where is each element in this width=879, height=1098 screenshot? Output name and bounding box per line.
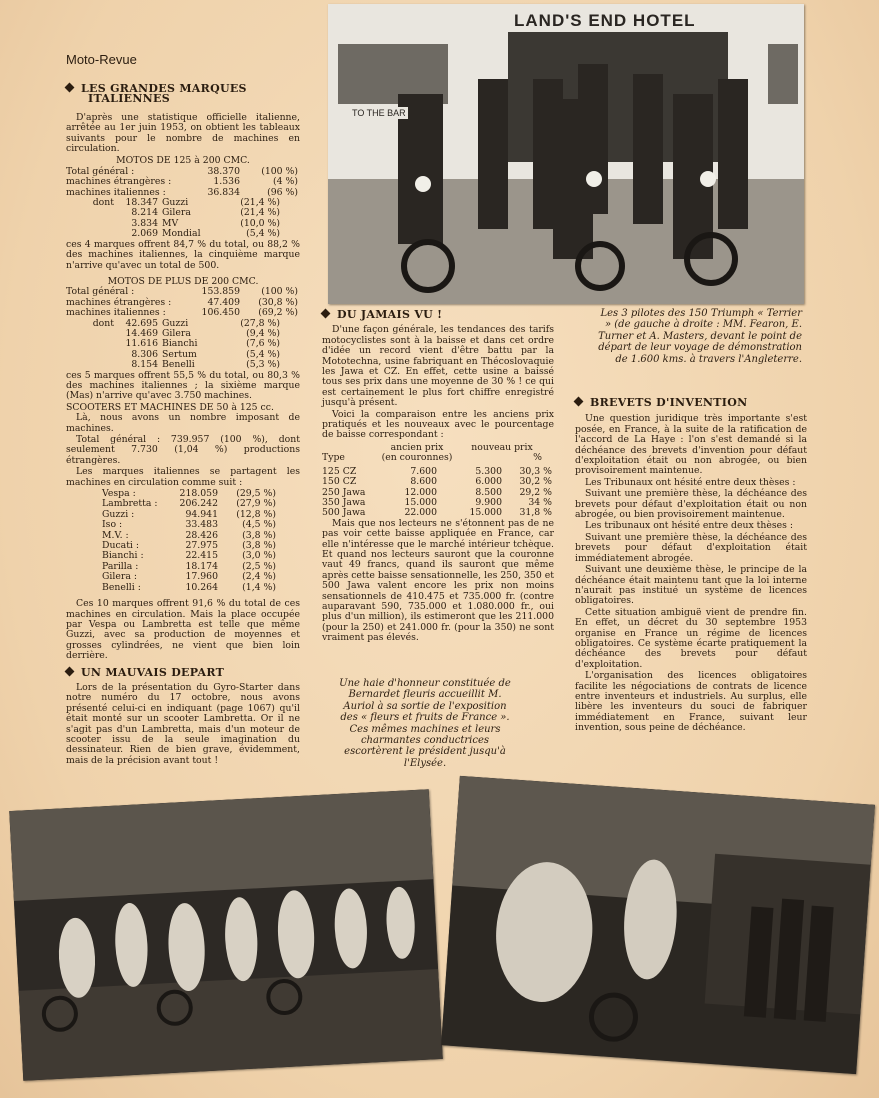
col-type-header: Type xyxy=(322,452,345,464)
row-old-price: 7.600 xyxy=(410,465,437,477)
row-brand: Gilera : xyxy=(102,571,137,583)
row-value: 18.347 xyxy=(125,197,158,209)
row-old-price: 15.000 xyxy=(404,496,437,508)
italian-heading-text-2: ITALIENNES xyxy=(88,92,170,106)
diamond-bullet-icon xyxy=(65,666,75,676)
triumph-riders-photo xyxy=(328,4,804,304)
brevets-paragraph: Suivant une première thèse, la déchéance des brevets pour défaut d'exploitation était immédiatement abrogée. xyxy=(575,531,807,564)
row-value: 42.695 xyxy=(125,317,158,329)
row-new-price: 8.500 xyxy=(475,486,502,498)
total-row xyxy=(66,308,300,318)
row-value: 33.483 xyxy=(185,519,218,531)
row-pct: (2,4 %) xyxy=(242,571,276,583)
brevets-paragraph: Une question juridique très importante s'est posée, en France, à la suite de la ratification de l'accord de La Haye : l'on s'est demandé si la déchéance des brevets d'invention pour défaut d'exploitation était ou non abrogée, ou bien provisoirement maintenue. xyxy=(575,413,807,477)
right-column xyxy=(575,398,807,735)
row-pct: (2,5 %) xyxy=(242,560,276,572)
row-label: machines étrangères : xyxy=(66,296,172,308)
row-brand: Benelli : xyxy=(102,581,141,593)
table1-title: MOTOS DE 125 à 200 CMC. xyxy=(116,155,250,167)
table3-p3: Les marques italiennes se partagent les machines en circulation comme suit : xyxy=(66,466,300,488)
table2-rows xyxy=(66,287,300,318)
row-value: 14.469 xyxy=(125,327,158,339)
mauvais-text: Lors de la présentation du Gyro-Starter dans notre numéro du 17 octobre, nous avons présenté celui-ci en indiquant (page 1067) qu'il était monté sur un scooter Lambretta. Or il ne s'agit pas d'un Lambretta, mais d'un moteur de scooter issu de la seule imagination du dessinateur. Rien de bien grave, évidemment, mais de la précision avant tout ! xyxy=(66,681,300,766)
row-pct: (3,8 %) xyxy=(242,540,276,552)
table3-p1: Là, nous avons un nombre imposant de machines. xyxy=(66,412,300,434)
row-pct: (96 %) xyxy=(267,186,298,198)
table2-title: MOTOS DE PLUS DE 200 CMC. xyxy=(107,275,259,287)
table1-rows xyxy=(66,167,300,198)
photo-illustration xyxy=(9,789,443,1081)
brevets-paragraph: Cette situation ambiguë vient de prendre fin. En effet, un décret du 30 septembre 1953 organise en France un régime de licences obligatoires. Ce système écarte pratiquement la déchéance des brevets pour défaut d'exploitation. xyxy=(575,606,807,670)
table2-brands xyxy=(66,319,300,371)
row-value: 106.450 xyxy=(201,307,240,319)
row-value: 36.834 xyxy=(207,186,240,198)
row-prefix xyxy=(66,350,118,360)
flower-parade-photo-right xyxy=(441,776,875,1074)
jamais-p3: Mais que nos lecteurs ne s'étonnent pas de ne pas voir cette baisse appliquée en France, car elle n'intéresse que le marché intérieur tchèque. Et quand nos lecteurs sauront que la couronne vaut 49 francs, quand ils sauront que même après cette baisse sensationnelle, les 250, 350 et 500 Jawa valent encore les prix non moins sensationnels de 410.475 et 735.000 fr. (contre auparavant 590, 735.000 et 1.080.000 fr., oui plus d'un million), ils estimeront que les 211.000 (pour la 250) et 241.000 fr. (pour la 350) ne sont vraiment pas élevés. xyxy=(322,517,554,644)
row-type: 500 Jawa xyxy=(322,507,366,519)
row-pct: (5,4 %) xyxy=(246,348,280,360)
table3-brands xyxy=(66,489,300,593)
row-value: 153.859 xyxy=(201,286,240,298)
row-prefix xyxy=(66,339,118,349)
row-pct: (5,4 %) xyxy=(246,228,280,240)
row-new-price: 5.300 xyxy=(475,465,502,477)
row-pct: (69,2 %) xyxy=(258,307,298,319)
row-old-price: 22.000 xyxy=(404,507,437,519)
row-pct: (21,4 %) xyxy=(240,197,280,209)
italian-intro: D'après une statistique officielle italienne, arrêtée au 1er juin 1953, on obtient les tableaux suivants pour le nombre de machines en circulation. xyxy=(66,111,300,155)
row-prefix xyxy=(66,219,118,229)
row-new-price: 6.000 xyxy=(475,476,502,488)
row-label: Total général : xyxy=(66,286,135,298)
row-brand: M.V. : xyxy=(102,529,129,541)
price-table xyxy=(322,443,554,519)
row-pct: (27,9 %) xyxy=(236,498,276,510)
row-value: 3.834 xyxy=(131,217,158,229)
row-value: 28.426 xyxy=(185,529,218,541)
row-old-price: 8.600 xyxy=(410,476,437,488)
row-brand: Gilera xyxy=(162,327,191,339)
row-value: 22.415 xyxy=(185,550,218,562)
row-brand: Benelli xyxy=(162,359,195,371)
row-brand: Vespa : xyxy=(102,488,136,500)
col-old-sub-header: (en couronnes) xyxy=(381,452,453,464)
auriol-caption: Une haie d'honneur constituée de Bernardet fleuris accueillit M. Auriol à sa sortie de l'exposition des « fleurs et fruits de France ». Ces mêmes machines et leurs charmantes conductrices escortèrent le président jusqu'à l'Elysée. xyxy=(339,678,511,769)
brevets-paragraph: Suivant une deuxième thèse, le principe de la déchéance était maintenu tant que la loi interne n'aurait pas institué un système de licences obligatoires. xyxy=(575,564,807,607)
brand-row xyxy=(66,360,300,370)
row-brand: Mondial xyxy=(162,228,201,240)
row-old-price: 12.000 xyxy=(404,486,437,498)
diamond-bullet-icon xyxy=(321,309,331,319)
table3-title: SCOOTERS ET MACHINES DE 50 à 125 cc. xyxy=(66,401,274,413)
row-brand: Gilera xyxy=(162,207,191,219)
row-pct: (4,5 %) xyxy=(242,519,276,531)
col-old-header: ancien prix xyxy=(390,441,444,453)
row-pct: (9,4 %) xyxy=(246,327,280,339)
row-prefix xyxy=(66,360,118,370)
left-column xyxy=(66,84,300,767)
row-pct: (3,8 %) xyxy=(242,529,276,541)
row-brand: Guzzi xyxy=(162,317,189,329)
row-new-price: 9.900 xyxy=(475,496,502,508)
row-pct: (10,0 %) xyxy=(240,217,280,229)
row-prefix xyxy=(66,329,118,339)
bar-sign: TO THE BAR xyxy=(352,108,406,118)
diamond-bullet-icon xyxy=(65,83,75,93)
brevets-heading-text: BREVETS D'INVENTION xyxy=(590,396,748,409)
flower-parade-photo-left xyxy=(9,789,443,1081)
photo-illustration xyxy=(441,776,875,1074)
row-prefix xyxy=(66,208,118,218)
row-pct: (1,4 %) xyxy=(242,581,276,593)
row-pct: (12,8 %) xyxy=(236,508,276,520)
row-pct: (100 %) xyxy=(261,165,298,177)
row-brand: Ducati : xyxy=(102,540,139,552)
brevets-heading xyxy=(575,398,807,408)
jamais-p1: D'une façon générale, les tendances des tarifs motocyclistes sont à la baisse et dans cet ordre d'idée un record vient d'être battu par la Mototechna, usine fabriquant en Thécoslovaquie les Jawa et CZ. En effet, cette usine a baissé tous ses prix dans une moyenne de 30 % ! ce qui est certainement le plus fort chiffre enregistré jusqu'à présent. xyxy=(322,324,554,409)
row-brand: MV xyxy=(162,217,179,229)
row-label: machines étrangères : xyxy=(66,176,172,188)
table1-note: ces 4 marques offrent 84,7 % du total, ou 88,2 % des machines italiennes, la cinquième marque n'arrive qu'avec un total de 500. xyxy=(66,238,300,271)
row-label: machines italiennes : xyxy=(66,186,166,198)
row-new-price: 15.000 xyxy=(469,507,502,519)
hotel-sign: LAND'S END HOTEL xyxy=(514,11,696,30)
row-type: 150 CZ xyxy=(322,476,357,488)
brevets-paragraph: Les tribunaux ont hésité entre deux thèses : xyxy=(585,520,794,532)
row-type: 350 Jawa xyxy=(322,496,366,508)
row-value: 27.975 xyxy=(185,540,218,552)
col-pct-header: % xyxy=(533,452,542,464)
italian-heading xyxy=(66,84,300,105)
diamond-bullet-icon xyxy=(574,397,584,407)
table2-note: ces 5 marques offrent 55,5 % du total, ou 80,3 % des machines italiennes ; la sixième marque (Mas) n'arrive qu'avec 3.750 machines. xyxy=(66,369,300,402)
row-pct: (29,5 %) xyxy=(236,488,276,500)
row-value: 18.174 xyxy=(185,560,218,572)
row-value: 38.370 xyxy=(207,165,240,177)
row-pct: (4 %) xyxy=(273,176,298,188)
row-label: machines italiennes : xyxy=(66,307,166,319)
price-table-rows xyxy=(322,467,554,519)
row-brand: Guzzi : xyxy=(102,508,135,520)
row-pct: 30,2 % xyxy=(519,476,552,488)
row-value: 2.069 xyxy=(131,228,158,240)
row-value: 8.306 xyxy=(131,348,158,360)
brevets-paragraph: L'organisation des licences obligatoires facilite les négociations de contrats de licence entre inventeurs et industriels. Au surplus, elle libère les inventeurs du souci de fabriquer immédiatement en France, suivant leur invention, sous peine de déchéance. xyxy=(575,670,807,734)
row-value: 206.242 xyxy=(179,498,218,510)
photo-illustration xyxy=(328,4,804,304)
mauvais-heading xyxy=(66,665,300,679)
middle-column xyxy=(322,310,554,645)
row-value: 8.214 xyxy=(131,207,158,219)
scooter-brand-row xyxy=(66,583,300,593)
brevets-paragraph: Les Tribunaux ont hésité entre deux thèses : xyxy=(585,476,796,488)
row-brand: Bianchi : xyxy=(102,550,144,562)
mauvais-heading-text: UN MAUVAIS DEPART xyxy=(81,665,225,679)
brevets-paragraphs xyxy=(575,414,807,733)
row-value: 8.154 xyxy=(131,359,158,371)
magazine-title: Moto-Revue xyxy=(66,52,137,67)
row-brand: Parilla : xyxy=(102,560,139,572)
triumph-caption: Les 3 pilotes des 150 Triumph « Terrier » (de gauche à droite : MM. Fearon, E. Turner et A. Masters, devant le point de départ de leur voyage de démonstration de 1.600 kms. à travers l'Angleterre. xyxy=(598,308,802,365)
col-new-header: nouveau prix xyxy=(471,441,533,453)
row-brand: Iso : xyxy=(102,519,123,531)
row-value: 47.409 xyxy=(207,296,240,308)
row-value: 11.616 xyxy=(125,338,158,350)
row-brand: Guzzi xyxy=(162,197,189,209)
row-pct: 34 % xyxy=(528,496,552,508)
row-pct: 30,3 % xyxy=(519,465,552,477)
row-pct: (7,6 %) xyxy=(246,338,280,350)
row-value: 1.536 xyxy=(213,176,240,188)
row-label: Total général : xyxy=(66,165,135,177)
row-brand: Lambretta : xyxy=(102,498,158,510)
price-table-header2 xyxy=(322,453,554,463)
row-pct: (27,8 %) xyxy=(240,317,280,329)
row-prefix: dont xyxy=(92,197,114,209)
brevets-paragraph: Suivant une première thèse, la déchéance des brevets pour défaut d'exploitation était ou non abrogée, ou bien provisoirement maintenue. xyxy=(575,488,807,521)
table3-note: Ces 10 marques offrent 91,6 % du total de ces machines en circulation. Mais la place occupée par Vespa ou Lambretta est telle que même Guzzi, avec sa production de moyennes et grosses cylindrées, ne vient que bien loin derrière. xyxy=(66,598,300,662)
row-pct: 29,2 % xyxy=(519,486,552,498)
row-pct: (100 %) xyxy=(261,286,298,298)
table1-brands xyxy=(66,198,300,240)
row-brand: Bianchi xyxy=(162,338,198,350)
row-value: 94.941 xyxy=(185,508,218,520)
row-pct: 31,8 % xyxy=(519,507,552,519)
row-type: 125 CZ xyxy=(322,465,357,477)
jamais-heading xyxy=(322,310,554,320)
row-pct: (30,8 %) xyxy=(258,296,298,308)
row-type: 250 Jawa xyxy=(322,486,366,498)
jamais-p2: Voici la comparaison entre les anciens prix pratiqués et les nouveaux avec le pourcentage de baisse correspondant : xyxy=(322,408,554,441)
italian-heading-text-1: LES GRANDES MARQUES xyxy=(81,82,247,95)
row-value: 10.264 xyxy=(185,581,218,593)
price-row xyxy=(322,477,554,487)
jamais-heading-text: DU JAMAIS VU ! xyxy=(337,308,443,321)
row-prefix: dont xyxy=(92,317,114,329)
table3-p2: Total général : 739.957 (100 %), dont seulement 7.730 (1,04 %) productions étrangères. xyxy=(66,434,300,466)
row-pct: (5,3 %) xyxy=(246,359,280,371)
row-pct: (21,4 %) xyxy=(240,207,280,219)
row-brand: Sertum xyxy=(162,348,197,360)
row-value: 17.960 xyxy=(185,571,218,583)
row-pct: (3,0 %) xyxy=(242,550,276,562)
row-value: 218.059 xyxy=(179,488,218,500)
